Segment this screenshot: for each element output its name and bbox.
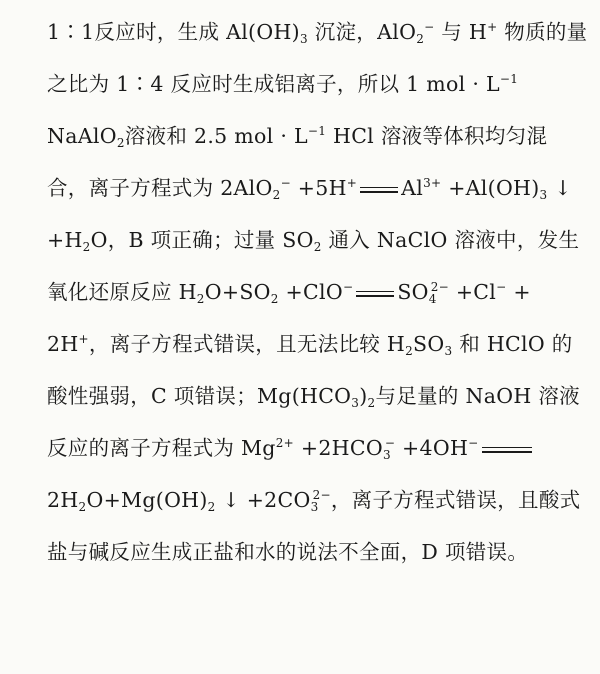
text-line-6: 氧化还原反应 $H_2O+SO_2 +ClO^-$ $SO_4^{2-} +Cl^-$ + — [47, 280, 531, 306]
text-line-11: 盐与碱反应生成正盐和水的说法不全面，D 项错误。 — [47, 540, 529, 564]
equals-sign — [356, 291, 394, 297]
document-page — [47, 14, 587, 586]
text-line-8: 酸性强弱，C 项错误；$Mg(HCO_3)_2$与足量的 NaOH 溶液 — [47, 384, 580, 410]
text-line-1: 1∶1反应时，生成 $Al(OH)_3$ 沉淀，AlO$_2$− 与 H+ 物质的量 — [47, 20, 588, 46]
text-line-5: $+H_2O$，B 项正确；过量 $SO_2$ 通入 NaClO 溶液中，发生 — [47, 228, 580, 254]
text-line-10: $2H_2O+Mg(OH)_2$ ↓ $+2CO_3^{2-}$，离子方程式错误，且酸式 — [47, 488, 581, 514]
text-line-2: 之比为 1∶4 反应时生成铝离子，所以 1 mol · $L^{-1}$ — [47, 72, 519, 96]
equals-sign — [360, 187, 398, 193]
text-line-3: NaAlO$_2$溶液和 2.5 mol · $L^{-1}$ HCl 溶液等体积均匀混 — [47, 124, 548, 150]
text-line-9: 反应的离子方程式为 $Mg^{2+} +2HCO_3^- +4OH^-$ — [47, 430, 587, 482]
text-line-7: 2H+，离子方程式错误，且无法比较 $H_2SO_3$ 和 HClO 的 — [47, 332, 573, 358]
text-line-4: 合，离子方程式为 2AlO$_2$− +5H+ $Al^{3+} +Al(OH)_3$ ↓ — [47, 176, 572, 202]
equals-sign — [482, 447, 532, 453]
